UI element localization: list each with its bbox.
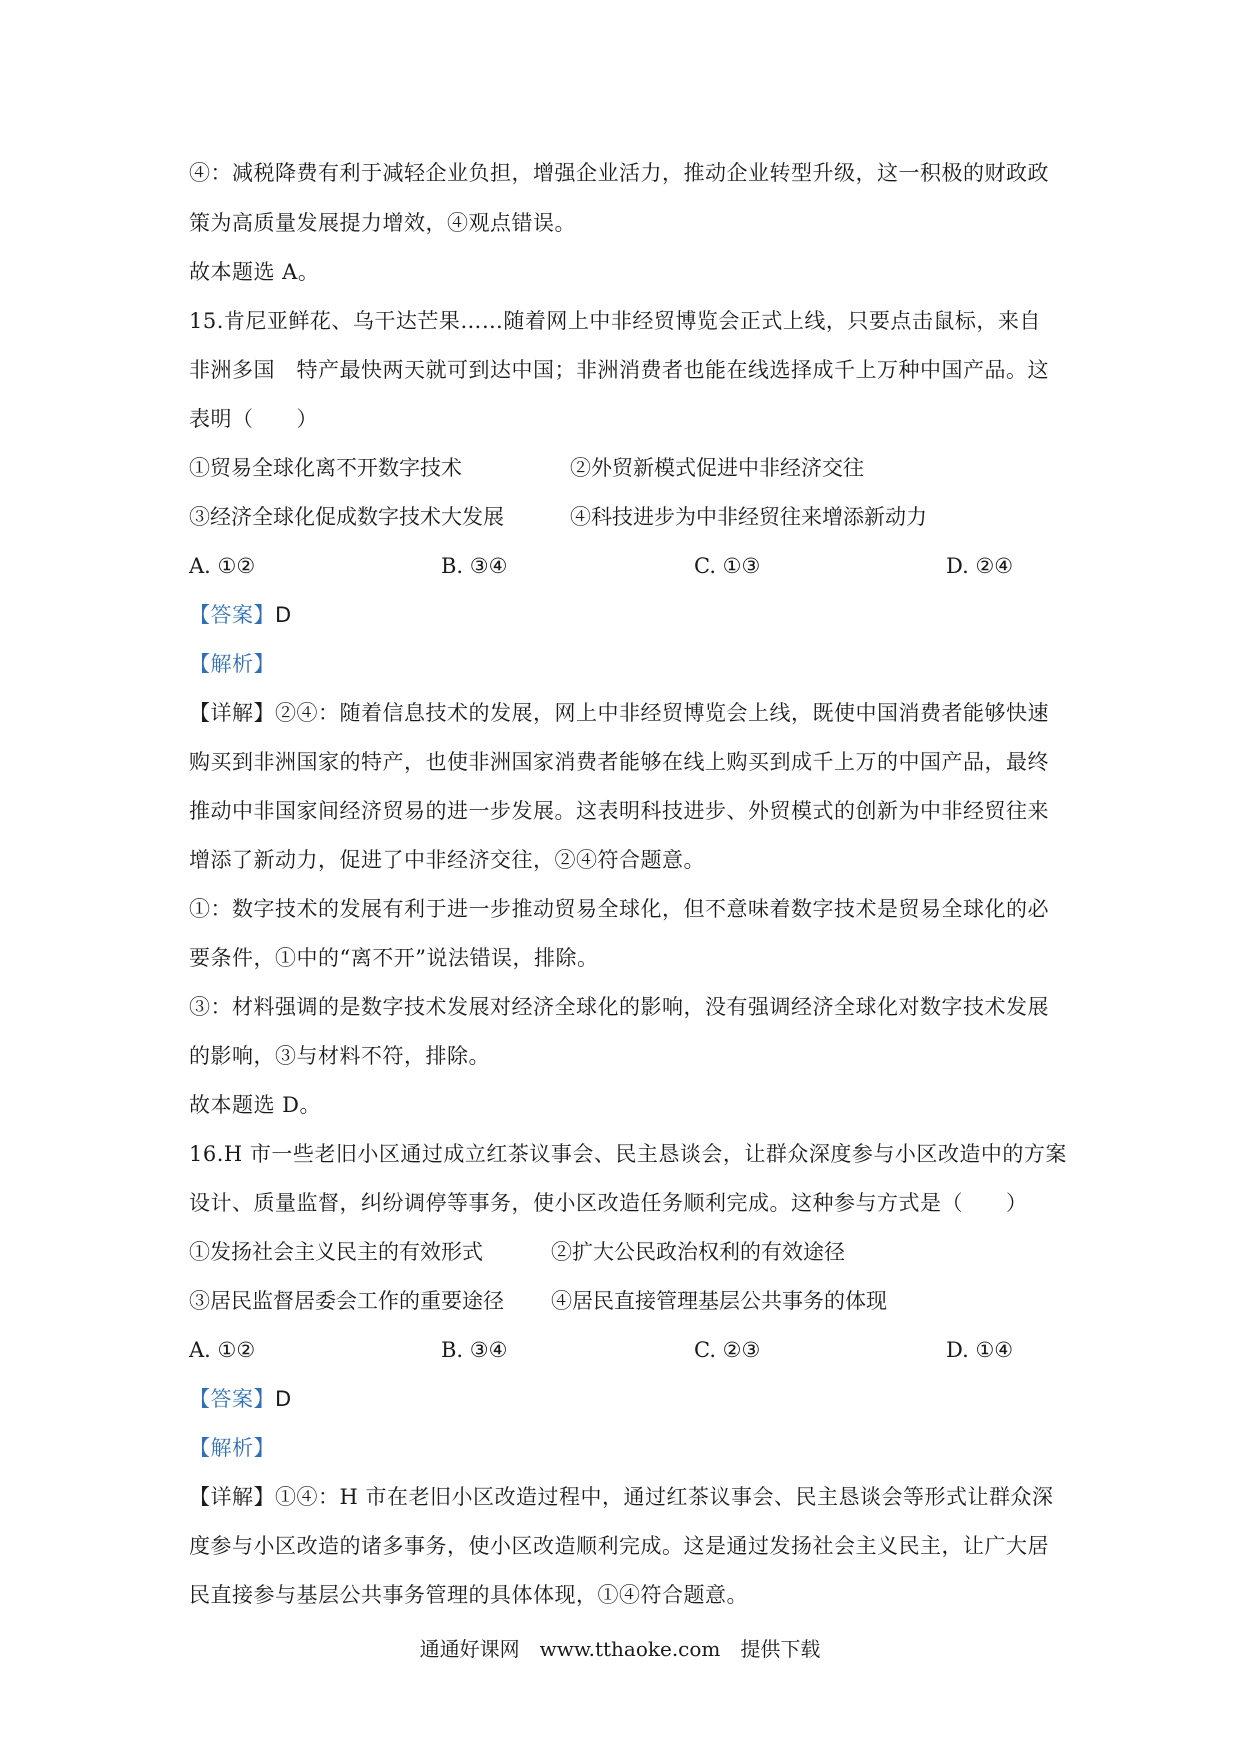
q16-detail-line-1 xyxy=(189,1482,1054,1512)
q16-answer-label: 【答案】 xyxy=(189,1387,275,1411)
q15-option-c: C. ①③ xyxy=(694,554,761,578)
q16-detail-line-2: 度参与小区改造的诸多事务，使小区改造顺利完成。这是通过发扬社会主义民主，让广大居 xyxy=(189,1534,1049,1558)
q15-reason-1-line-1: ①：数字技术的发展有利于进一步推动贸易全球化，但不意味着数字技术是贸易全球化的必 xyxy=(189,897,1049,921)
q15-detail-line-1 xyxy=(189,698,1049,728)
q15-conclusion: 故本题选 D。 xyxy=(189,1093,322,1117)
q15-item-3: ③经济全球化促成数字技术大发展 xyxy=(189,505,504,529)
q16-item-1: ①发扬社会主义民主的有效形式 xyxy=(189,1240,483,1264)
q15-stem-line-3: 表明（ ） xyxy=(189,407,318,431)
q15-detail-line-3: 推动中非国家间经济贸易的进一步发展。这表明科技进步、外贸模式的创新为中非经贸往来 xyxy=(189,799,1049,823)
q16-item-4: ④居民直接管理基层公共事务的体现 xyxy=(551,1289,887,1313)
q16-item-2: ②扩大公民政治权利的有效途径 xyxy=(551,1240,845,1264)
prev-paragraph-line-1: ④：减税降费有利于减轻企业负担，增强企业活力，推动企业转型升级，这一积极的财政政 xyxy=(189,161,1049,185)
prev-paragraph-line-2: 策为高质量发展提力增效，④观点错误。 xyxy=(189,211,576,235)
q15-reason-1-line-2: 要条件，①中的“离不开”说法错误，排除。 xyxy=(189,946,599,970)
q15-detail-line-2: 购买到非洲国家的特产，也使非洲国家消费者能够在线上购买到成千上万的中国产品，最终 xyxy=(189,750,1049,774)
q15-stem-line-2: 非洲多国 特产最快两天就可到达中国；非洲消费者也能在线选择成千上万种中国产品。这 xyxy=(189,358,1049,382)
q16-stem-line-1: 16.H 市一些老旧小区通过成立红茶议事会、民主恳谈会，让群众深度参与小区改造中的方案 xyxy=(189,1142,1067,1166)
q15-option-a: A. ①② xyxy=(189,554,256,578)
q16-item-3: ③居民监督居委会工作的重要途径 xyxy=(189,1289,504,1313)
q15-item-2: ②外贸新模式促进中非经济交往 xyxy=(570,456,864,480)
q16-option-b: B. ③④ xyxy=(441,1338,508,1362)
q16-detail-text-1: ①④：H 市在老旧小区改造过程中，通过红茶议事会、民主恳谈会等形式让群众深 xyxy=(275,1485,1054,1509)
q15-reason-3-line-2: 的影响，③与材料不符，排除。 xyxy=(189,1044,490,1068)
q15-answer xyxy=(189,600,292,630)
q15-detail-label: 【详解】 xyxy=(189,701,275,725)
q15-reason-3-line-1: ③：材料强调的是数字技术发展对经济全球化的影响，没有强调经济全球化对数字技术发展 xyxy=(189,995,1049,1019)
q16-answer-value: D xyxy=(275,1387,292,1411)
q15-item-1: ①贸易全球化离不开数字技术 xyxy=(189,456,462,480)
q16-answer xyxy=(189,1384,292,1414)
q16-detail-line-3: 民直接参与基层公共事务管理的具体体现，①④符合题意。 xyxy=(189,1583,748,1607)
q15-answer-value: D xyxy=(275,603,292,627)
q15-stem-line-1: 15.肯尼亚鲜花、乌干达芒果……随着网上中非经贸博览会正式上线，只要点击鼠标，来自 xyxy=(189,309,1041,333)
page-footer: 通通好课网 www.tthaoke.com 提供下载 xyxy=(419,1637,821,1661)
q16-detail-label: 【详解】 xyxy=(189,1485,275,1509)
q15-answer-label: 【答案】 xyxy=(189,603,275,627)
q15-option-d: D. ②④ xyxy=(946,554,1014,578)
q15-item-4: ④科技进步为中非经贸往来增添新动力 xyxy=(570,505,927,529)
q16-analysis-label: 【解析】 xyxy=(189,1436,275,1460)
q16-stem-line-2: 设计、质量监督，纠纷调停等事务，使小区改造任务顺利完成。这种参与方式是（ ） xyxy=(189,1191,1028,1215)
q15-detail-line-4: 增添了新动力，促进了中非经济交往，②④符合题意。 xyxy=(189,848,705,872)
q16-option-c: C. ②③ xyxy=(694,1338,761,1362)
q15-option-b: B. ③④ xyxy=(441,554,508,578)
q16-option-a: A. ①② xyxy=(189,1338,256,1362)
prev-conclusion: 故本题选 A。 xyxy=(189,260,320,284)
q15-analysis-label: 【解析】 xyxy=(189,652,275,676)
q16-option-d: D. ①④ xyxy=(946,1338,1014,1362)
q15-detail-text-1: ②④：随着信息技术的发展，网上中非经贸博览会上线，既使中国消费者能够快速 xyxy=(275,701,1049,725)
